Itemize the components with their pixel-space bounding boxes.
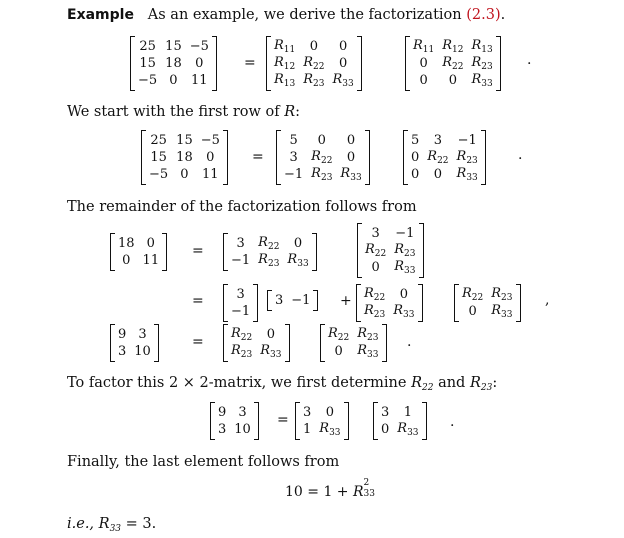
eq7-lhs: 10 = 1 + xyxy=(285,484,349,500)
matrix-cell: 0 xyxy=(293,236,303,251)
matrix-cell: $R_{23}$ xyxy=(258,252,280,269)
matrix-cell: 5 xyxy=(289,133,298,148)
matrix-cell: $R_{23}$ xyxy=(491,286,513,303)
matrix-cell: $R_{33}$ xyxy=(393,303,415,320)
matrix-cell: 0 xyxy=(381,422,390,437)
matrix-cell: $R_{33}$ xyxy=(456,166,478,183)
eq1-end: . xyxy=(527,52,532,68)
eq4-end: , xyxy=(545,292,550,308)
matrix-cell: $R_{23}$ xyxy=(357,326,379,343)
matrix-cell: 11 xyxy=(202,167,219,182)
text1-suffix: : xyxy=(295,104,301,120)
eq2-lhs-matrix xyxy=(141,131,228,184)
equation-reference-link[interactable]: (2.3) xyxy=(466,7,501,23)
matrix-cell: 3 xyxy=(118,344,127,359)
matrix-cell: 0 xyxy=(206,150,215,165)
heading-text: As an example, we derive the factorization xyxy=(147,7,462,23)
equation-7 xyxy=(285,478,375,500)
matrix-cell: −1 xyxy=(231,253,251,268)
matrix-cell: −5 xyxy=(200,133,220,148)
eq5-lhs-matrix xyxy=(110,325,159,361)
text-first-row xyxy=(67,103,300,121)
matrix-cell: 18 xyxy=(176,150,193,165)
eq4-plus: + xyxy=(340,293,352,309)
eq5-L-matrix xyxy=(223,325,290,361)
eq6-equals: = xyxy=(277,412,289,428)
matrix-cell: $R_{22}$ xyxy=(364,286,386,303)
matrix-cell: $R_{33}$ xyxy=(287,252,309,269)
matrix-cell: 11 xyxy=(142,253,160,268)
matrix-cell: 3 xyxy=(275,293,284,308)
matrix-cell: 0 xyxy=(180,167,189,182)
matrix-cell: 25 xyxy=(150,133,167,148)
matrix-cell: $R_{33}$ xyxy=(319,421,341,438)
matrix-cell: $R_{22}$ xyxy=(328,326,350,343)
matrix-cell: $R_{13}$ xyxy=(274,72,296,89)
matrix-cell: $R_{23}$ xyxy=(303,72,325,89)
eq1-equals: = xyxy=(244,55,256,71)
matrix-cell: −1 xyxy=(291,293,311,308)
matrix-cell: −5 xyxy=(149,167,169,182)
matrix-cell: −5 xyxy=(138,73,158,88)
matrix-cell: $R_{33}$ xyxy=(471,72,493,89)
matrix-cell: 0 xyxy=(122,253,131,268)
text3-prefix: To factor this 2 × 2-matrix, we first determine xyxy=(67,375,407,391)
matrix-cell: 0 xyxy=(411,167,420,182)
matrix-cell: $R_{23}$ xyxy=(394,242,416,259)
matrix-cell: $R_{22}$ xyxy=(442,55,464,72)
matrix-cell: $R_{33}$ xyxy=(491,303,513,320)
eq4-L-matrix xyxy=(356,285,423,321)
matrix-cell: 0 xyxy=(309,39,319,54)
matrix-cell: 15 xyxy=(150,150,167,165)
matrix-cell: 3 xyxy=(218,422,227,437)
matrix-cell: 0 xyxy=(346,150,356,165)
matrix-cell: −1 xyxy=(395,226,415,241)
matrix-cell: 10 xyxy=(134,344,151,359)
eq4-row-vector xyxy=(267,291,318,310)
eq6-end: . xyxy=(450,414,455,430)
eq2-L-matrix xyxy=(276,131,370,184)
example-heading xyxy=(67,6,505,24)
matrix-cell: $R_{33}$ xyxy=(394,259,416,276)
matrix-cell: 25 xyxy=(139,39,156,54)
eq2-end: . xyxy=(518,147,523,163)
matrix-cell: 0 xyxy=(266,327,276,342)
matrix-cell: 3 xyxy=(289,150,298,165)
matrix-cell: $R_{22}$ xyxy=(365,242,387,259)
matrix-cell: $R_{23}$ xyxy=(364,303,386,320)
matrix-cell: −1 xyxy=(231,304,251,319)
matrix-cell: 9 xyxy=(218,405,227,420)
eq4-equals: = xyxy=(192,293,204,309)
matrix-cell: 9 xyxy=(118,327,127,342)
eq7-var: R xyxy=(353,484,364,500)
matrix-cell: 0 xyxy=(338,39,348,54)
text1-var: R xyxy=(284,104,296,120)
matrix-cell: 11 xyxy=(191,73,208,88)
matrix-cell: $R_{23}$ xyxy=(456,149,478,166)
text3-R22: $R_{22}$ xyxy=(411,375,434,393)
matrix-cell: $R_{22}$ xyxy=(462,286,484,303)
eq4-U-matrix xyxy=(454,285,521,321)
matrix-cell: −1 xyxy=(457,133,477,148)
matrix-cell: $R_{23}$ xyxy=(231,343,253,360)
matrix-cell: 0 xyxy=(419,73,428,88)
matrix-cell: 0 xyxy=(195,56,204,71)
matrix-cell: 0 xyxy=(334,344,343,359)
matrix-cell: $R_{33}$ xyxy=(340,166,362,183)
matrix-cell: $R_{12}$ xyxy=(274,55,296,72)
eq7-sup: 2 xyxy=(363,478,370,488)
heading-period: . xyxy=(500,7,506,23)
matrix-cell: 1 xyxy=(403,405,413,420)
matrix-cell: $R_{22}$ xyxy=(311,149,333,166)
text-factor-2x2 xyxy=(67,374,497,397)
eq5-U-matrix xyxy=(320,325,387,361)
matrix-cell: $R_{23}$ xyxy=(311,166,333,183)
matrix-cell: 3 xyxy=(138,327,147,342)
matrix-cell: 0 xyxy=(317,133,326,148)
matrix-cell: 0 xyxy=(468,304,477,319)
matrix-cell: 1 xyxy=(303,422,312,437)
conclusion xyxy=(67,515,156,538)
text3-R23: $R_{23}$ xyxy=(469,375,493,393)
text1-prefix: We start with the first row of xyxy=(67,104,280,120)
eq3-U-matrix xyxy=(357,224,424,277)
matrix-cell: 15 xyxy=(176,133,193,148)
matrix-cell: $R_{11}$ xyxy=(274,38,296,55)
eq7-subsup xyxy=(363,478,375,499)
eq6-U-matrix xyxy=(373,403,427,439)
matrix-cell: 0 xyxy=(419,56,428,71)
eq2-U-matrix xyxy=(403,131,486,184)
text-finally: Finally, the last element follows from xyxy=(67,454,340,470)
matrix-cell: 0 xyxy=(433,167,443,182)
matrix-cell: 3 xyxy=(238,405,247,420)
conclusion-ie: i.e., xyxy=(67,516,95,532)
matrix-cell: 5 xyxy=(411,133,420,148)
matrix-cell: $R_{13}$ xyxy=(471,38,493,55)
conclusion-eq: = 3. xyxy=(125,516,157,532)
matrix-cell: $R_{22}$ xyxy=(231,326,253,343)
eq6-lhs-matrix xyxy=(210,403,259,439)
eq1-lhs-matrix xyxy=(130,37,217,90)
matrix-cell: 3 xyxy=(371,226,380,241)
matrix-cell: $R_{33}$ xyxy=(260,343,282,360)
matrix-cell: 18 xyxy=(165,56,182,71)
eq3-equals: = xyxy=(192,243,204,259)
matrix-cell: $R_{22}$ xyxy=(427,149,449,166)
matrix-cell: 3 xyxy=(236,236,245,251)
matrix-cell: $R_{12}$ xyxy=(442,38,464,55)
matrix-cell: 18 xyxy=(118,236,135,251)
matrix-cell: 3 xyxy=(303,405,312,420)
eq6-L-matrix xyxy=(295,403,349,439)
eq4-col-vector xyxy=(223,285,258,321)
matrix-cell: 10 xyxy=(234,422,251,437)
eq2-equals: = xyxy=(252,149,264,165)
matrix-cell: 0 xyxy=(371,260,380,275)
matrix-cell: 0 xyxy=(146,236,155,251)
matrix-cell: 0 xyxy=(169,73,178,88)
eq5-equals: = xyxy=(192,334,204,350)
matrix-cell: 0 xyxy=(346,133,356,148)
eq7-sub: 33 xyxy=(363,489,375,499)
matrix-cell: 0 xyxy=(338,56,348,71)
text3-and: and xyxy=(438,375,466,391)
eq1-L-matrix xyxy=(266,37,362,90)
matrix-cell: $R_{23}$ xyxy=(471,55,493,72)
eq3-lhs-matrix xyxy=(110,234,167,270)
matrix-cell: 15 xyxy=(139,56,156,71)
matrix-cell: $R_{22}$ xyxy=(258,235,280,252)
matrix-cell: 15 xyxy=(165,39,182,54)
matrix-cell: 3 xyxy=(381,405,390,420)
matrix-cell: $R_{33}$ xyxy=(357,343,379,360)
matrix-cell: $R_{33}$ xyxy=(332,72,354,89)
matrix-cell: 0 xyxy=(411,150,420,165)
eq3-L-matrix xyxy=(223,234,317,270)
eq5-end: . xyxy=(407,334,412,350)
conclusion-R33: $R_{33}$ xyxy=(98,516,122,534)
matrix-cell: 0 xyxy=(448,73,458,88)
eq1-U-matrix xyxy=(405,37,501,90)
text-remainder: The remainder of the factorization follows from xyxy=(67,199,417,215)
example-label: Example xyxy=(67,7,134,23)
matrix-cell: $R_{33}$ xyxy=(397,421,419,438)
matrix-cell: $R_{22}$ xyxy=(303,55,325,72)
matrix-cell: 0 xyxy=(399,287,409,302)
matrix-cell: 3 xyxy=(236,287,245,302)
text3-suffix: : xyxy=(492,375,498,391)
matrix-cell: $R_{11}$ xyxy=(413,38,435,55)
matrix-cell: −5 xyxy=(189,39,209,54)
matrix-cell: −1 xyxy=(284,167,304,182)
matrix-cell: 0 xyxy=(325,405,335,420)
matrix-cell: 3 xyxy=(433,133,443,148)
